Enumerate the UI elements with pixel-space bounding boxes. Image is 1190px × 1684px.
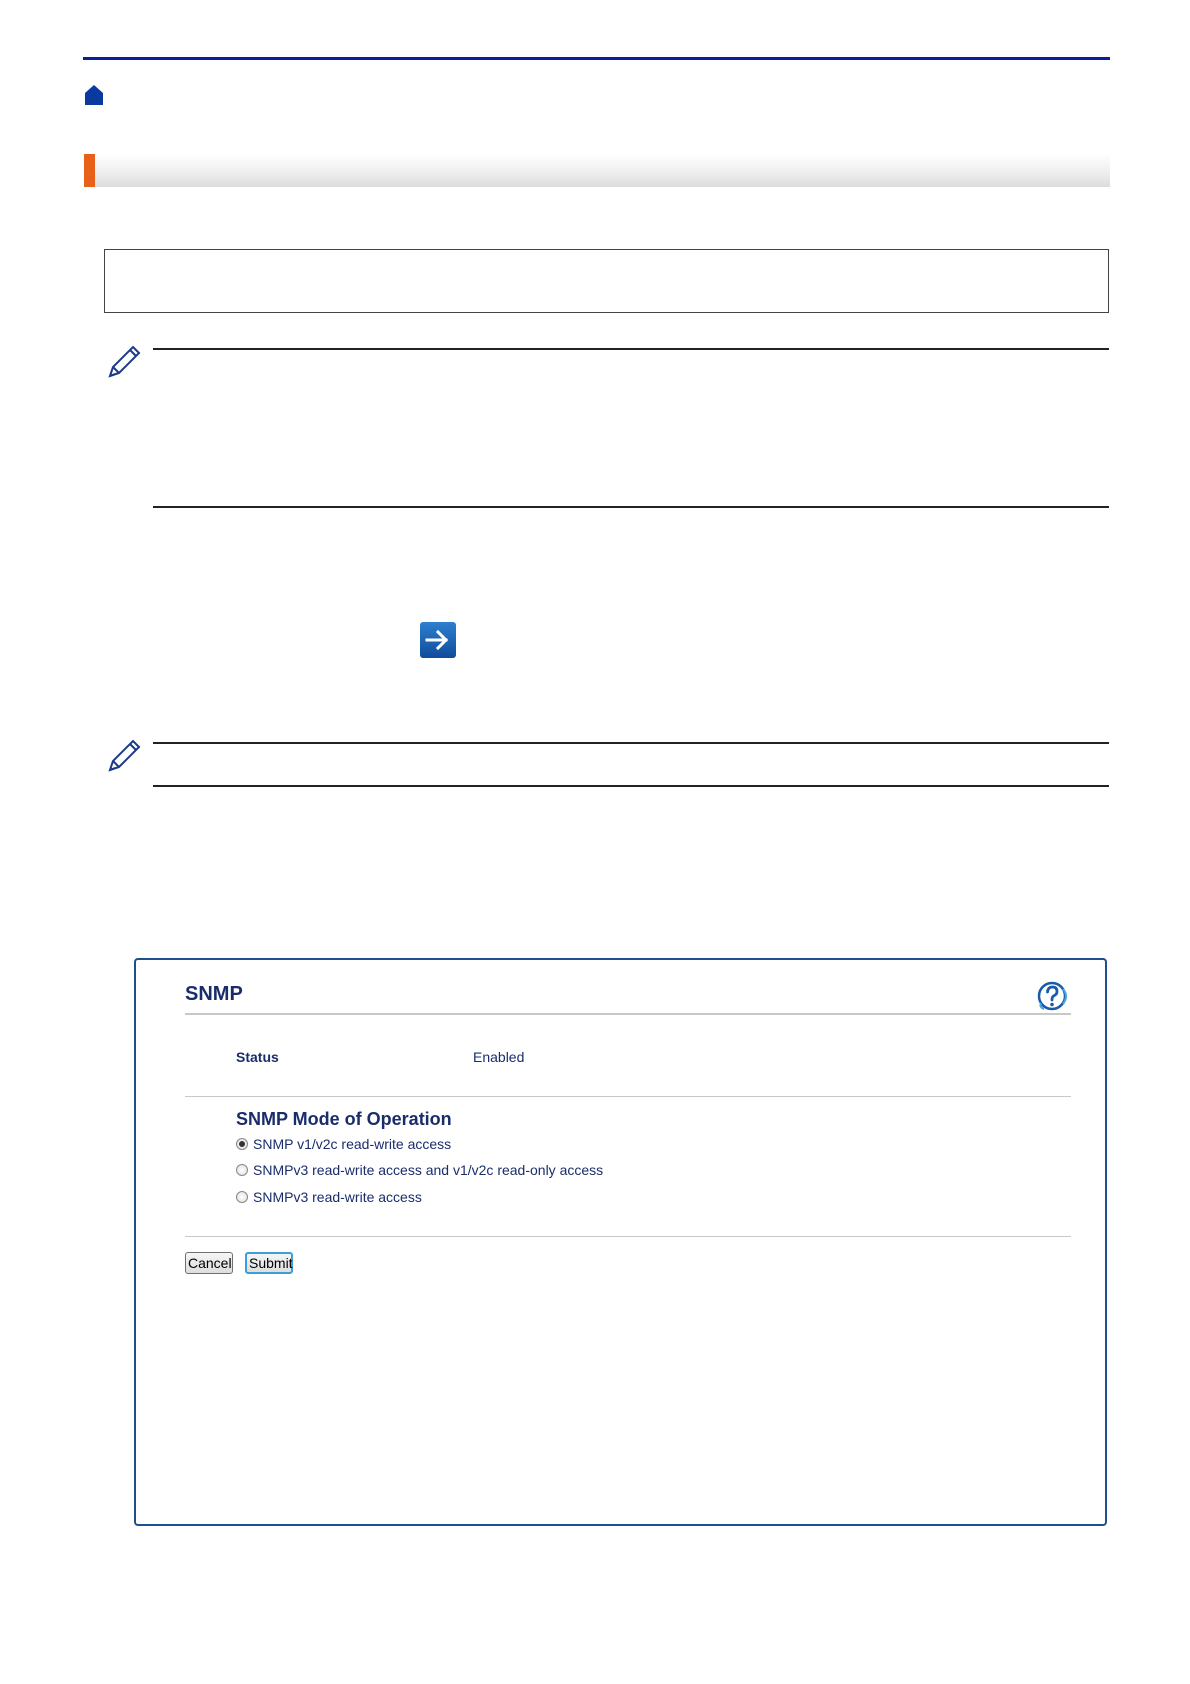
pencil-icon xyxy=(106,344,142,380)
pencil-icon-2 xyxy=(106,738,142,774)
home-icon[interactable] xyxy=(84,84,104,106)
panel-title: SNMP xyxy=(185,983,243,1005)
radio-label: SNMPv3 read-write access and v1/v2c read-only access xyxy=(253,1162,604,1178)
radio-button[interactable] xyxy=(236,1138,248,1150)
status-divider xyxy=(185,1096,1071,1097)
submit-button[interactable]: Submit xyxy=(245,1252,293,1274)
mode-divider xyxy=(185,1236,1071,1237)
help-icon[interactable] xyxy=(1036,980,1070,1012)
note-top-rule xyxy=(153,348,1109,350)
title-divider xyxy=(185,1013,1071,1015)
radio-option-v1v2c[interactable] xyxy=(236,1136,451,1152)
content-box xyxy=(104,249,1109,313)
radio-option-v3[interactable] xyxy=(236,1189,422,1205)
note2-bottom-rule xyxy=(153,785,1109,787)
section-accent xyxy=(84,154,95,187)
radio-button[interactable] xyxy=(236,1191,248,1203)
radio-option-v3-and-v1v2c[interactable] xyxy=(236,1162,603,1178)
arrow-right-icon[interactable] xyxy=(420,622,456,658)
status-label: Status xyxy=(236,1049,279,1065)
note2-top-rule xyxy=(153,742,1109,744)
note-bottom-rule xyxy=(153,506,1109,508)
radio-label: SNMP v1/v2c read-write access xyxy=(253,1136,452,1152)
cancel-button[interactable]: Cancel xyxy=(185,1252,233,1274)
mode-heading: SNMP Mode of Operation xyxy=(236,1109,452,1129)
radio-label: SNMPv3 read-write access xyxy=(253,1189,422,1205)
top-rule xyxy=(83,57,1110,60)
radio-button[interactable] xyxy=(236,1164,248,1176)
snmp-panel xyxy=(134,958,1107,1526)
section-header-bar xyxy=(84,154,1110,187)
status-value: Enabled xyxy=(473,1049,525,1065)
